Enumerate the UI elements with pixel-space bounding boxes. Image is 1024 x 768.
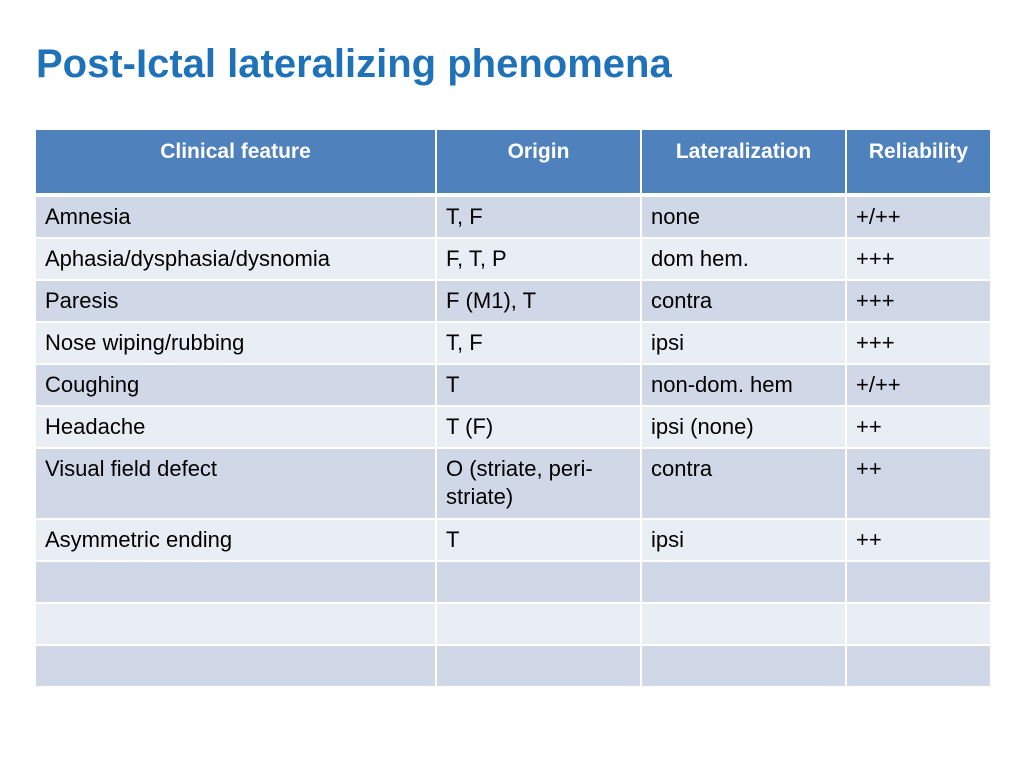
cell-clinical-feature: [35, 561, 436, 603]
cell-clinical-feature: Coughing: [35, 364, 436, 406]
cell-reliability: ++: [846, 448, 991, 519]
cell-origin: F, T, P: [436, 238, 641, 280]
cell-origin: T, F: [436, 195, 641, 238]
cell-origin: [436, 561, 641, 603]
table-row-empty: [35, 603, 991, 645]
cell-origin: T, F: [436, 322, 641, 364]
cell-clinical-feature: Aphasia/dysphasia/dysnomia: [35, 238, 436, 280]
cell-clinical-feature: [35, 603, 436, 645]
header-reliability: Reliability: [846, 129, 991, 195]
slide-title: Post-Ictal lateralizing phenomena: [36, 42, 672, 86]
header-lateralization: Lateralization: [641, 129, 846, 195]
cell-origin: F (M1), T: [436, 280, 641, 322]
cell-reliability: [846, 561, 991, 603]
table-row-empty: [35, 645, 991, 687]
table-row: [35, 322, 991, 364]
cell-lateralization: ipsi: [641, 519, 846, 561]
cell-reliability: +++: [846, 322, 991, 364]
cell-lateralization: [641, 603, 846, 645]
cell-lateralization: none: [641, 195, 846, 238]
cell-clinical-feature: Paresis: [35, 280, 436, 322]
table-header-row: [35, 129, 991, 195]
cell-lateralization: contra: [641, 280, 846, 322]
cell-reliability: +/++: [846, 195, 991, 238]
cell-clinical-feature: Amnesia: [35, 195, 436, 238]
cell-clinical-feature: Nose wiping/rubbing: [35, 322, 436, 364]
header-origin: Origin: [436, 129, 641, 195]
cell-reliability: ++: [846, 406, 991, 448]
cell-origin: T: [436, 364, 641, 406]
table-row: [35, 406, 991, 448]
table-row: [35, 519, 991, 561]
cell-reliability: [846, 645, 991, 687]
table-row: [35, 364, 991, 406]
cell-reliability: +++: [846, 280, 991, 322]
cell-reliability: [846, 603, 991, 645]
table-row: [35, 280, 991, 322]
cell-origin: [436, 603, 641, 645]
cell-lateralization: [641, 645, 846, 687]
cell-origin: [436, 645, 641, 687]
cell-lateralization: dom hem.: [641, 238, 846, 280]
cell-clinical-feature: [35, 645, 436, 687]
cell-reliability: ++: [846, 519, 991, 561]
cell-origin: T: [436, 519, 641, 561]
cell-lateralization: contra: [641, 448, 846, 519]
cell-clinical-feature: Visual field defect: [35, 448, 436, 519]
table-row: [35, 448, 991, 519]
table-row: [35, 195, 991, 238]
table-row-empty: [35, 561, 991, 603]
cell-origin: O (striate, peri-striate): [436, 448, 641, 519]
phenomena-table: [34, 128, 992, 688]
cell-lateralization: non-dom. hem: [641, 364, 846, 406]
cell-clinical-feature: Asymmetric ending: [35, 519, 436, 561]
cell-reliability: +++: [846, 238, 991, 280]
header-clinical-feature: Clinical feature: [35, 129, 436, 195]
cell-reliability: +/++: [846, 364, 991, 406]
cell-lateralization: ipsi (none): [641, 406, 846, 448]
table-row: [35, 238, 991, 280]
cell-lateralization: ipsi: [641, 322, 846, 364]
cell-origin: T (F): [436, 406, 641, 448]
cell-lateralization: [641, 561, 846, 603]
cell-clinical-feature: Headache: [35, 406, 436, 448]
